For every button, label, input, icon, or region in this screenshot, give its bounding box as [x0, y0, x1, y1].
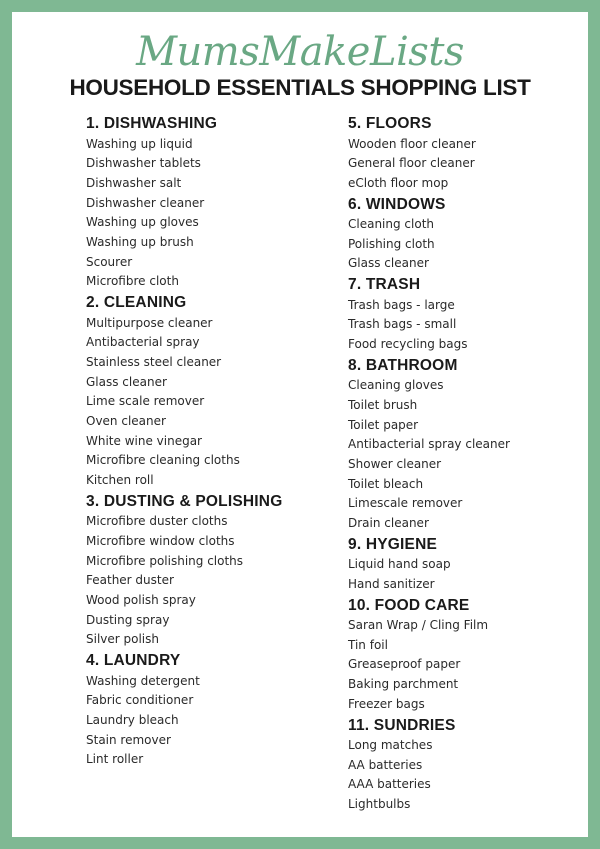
list-item: AAA batteries: [348, 777, 431, 792]
section-heading: 7. TRASH: [348, 276, 421, 294]
list-item: Scourer: [86, 254, 133, 269]
list-page: [12, 12, 588, 837]
right-column: [348, 113, 578, 815]
list-item: Shower cleaner: [348, 456, 442, 471]
list-item: Long matches: [348, 738, 433, 752]
brand-logo: MumsMakeLists: [136, 29, 464, 75]
list-item: Kitchen roll: [86, 473, 154, 487]
list-item: Microfibre cleaning cloths: [86, 453, 240, 468]
list-item: Antibacterial spray: [86, 335, 200, 350]
list-section: [86, 292, 336, 491]
list-item: Stainless steel cleaner: [86, 354, 222, 369]
list-section: [348, 534, 578, 595]
list-item: Greaseproof paper: [348, 657, 461, 672]
list-section: [348, 194, 578, 275]
list-item: Limescale remover: [348, 496, 463, 511]
list-item: Lime scale remover: [86, 394, 205, 409]
list-item: Multipurpose cleaner: [86, 315, 213, 330]
section-heading: 2. CLEANING: [86, 294, 187, 311]
list-item: Trash bags - large: [348, 297, 455, 312]
list-section: [348, 715, 578, 815]
list-item: Dishwasher salt: [86, 175, 182, 190]
list-item: Washing up brush: [86, 234, 194, 249]
list-item: Trash bags - small: [348, 317, 457, 332]
section-heading: 10. FOOD CARE: [348, 596, 470, 614]
section-heading: 1. DISHWASHING: [86, 115, 218, 132]
list-item: Cleaning gloves: [348, 378, 444, 393]
section-heading: 9. HYGIENE: [348, 535, 437, 553]
list-item: Hand sanitizer: [348, 576, 435, 591]
list-section: [348, 113, 578, 194]
list-section: [86, 113, 336, 292]
list-item: Oven cleaner: [86, 413, 166, 428]
list-item: Baking parchment: [348, 677, 459, 692]
list-item: Antibacterial spray cleaner: [348, 437, 510, 452]
page-title: HOUSEHOLD ESSENTIALS SHOPPING LIST: [69, 75, 531, 100]
list-item: Laundry bleach: [86, 712, 179, 727]
list-item: Washing up gloves: [86, 215, 199, 230]
list-item: Feather duster: [86, 573, 174, 588]
list-section: [348, 355, 578, 534]
list-section: [86, 650, 336, 770]
list-item: Microfibre window cloths: [86, 533, 235, 548]
list-item: Toilet brush: [348, 397, 418, 412]
list-item: Drain cleaner: [348, 516, 429, 530]
list-item: White wine vinegar: [86, 433, 202, 448]
section-heading: 4. LAUNDRY: [86, 652, 181, 669]
section-heading: 11. SUNDRIES: [348, 716, 456, 734]
list-item: Microfibre polishing cloths: [86, 553, 244, 568]
left-column: [86, 113, 336, 770]
list-item: Wooden floor cleaner: [348, 136, 476, 151]
list-item: Microfibre duster cloths: [86, 514, 228, 529]
list-item: Freezer bags: [348, 696, 425, 711]
list-item: Cleaning cloth: [348, 217, 435, 232]
list-item: Washing detergent: [86, 673, 200, 688]
list-item: Lint roller: [86, 752, 144, 767]
list-item: Silver polish: [86, 632, 160, 647]
list-item: Stain remover: [86, 732, 171, 747]
section-heading: 5. FLOORS: [348, 115, 432, 132]
list-item: Liquid hand soap: [348, 557, 451, 572]
list-item: Lightbulbs: [348, 797, 411, 812]
section-heading: 3. DUSTING & POLISHING: [86, 492, 283, 510]
list-item: Dishwasher tablets: [86, 156, 201, 171]
list-section: [348, 274, 578, 355]
list-item: Dishwasher cleaner: [86, 195, 205, 210]
list-item: Glass cleaner: [86, 374, 167, 389]
section-heading: 6. WINDOWS: [348, 195, 446, 213]
list-item: Tin foil: [348, 637, 388, 652]
list-item: AA batteries: [348, 757, 423, 772]
list-item: Fabric conditioner: [86, 693, 194, 708]
section-heading: 8. BATHROOM: [348, 356, 458, 374]
list-item: Polishing cloth: [348, 236, 435, 251]
list-item: Saran Wrap / Cling Film: [348, 618, 489, 633]
list-item: Glass cleaner: [348, 256, 429, 271]
list-item: Microfibre cloth: [86, 274, 179, 289]
list-item: Dusting spray: [86, 612, 170, 627]
list-section: [348, 595, 578, 715]
list-item: Wood polish spray: [86, 592, 196, 607]
list-item: eCloth floor mop: [348, 175, 449, 190]
list-section: [86, 491, 336, 650]
list-item: Food recycling bags: [348, 337, 468, 351]
list-item: Washing up liquid: [86, 136, 193, 151]
list-item: General floor cleaner: [348, 156, 475, 171]
list-item: Toilet paper: [348, 417, 419, 432]
list-item: Toilet bleach: [348, 476, 424, 491]
